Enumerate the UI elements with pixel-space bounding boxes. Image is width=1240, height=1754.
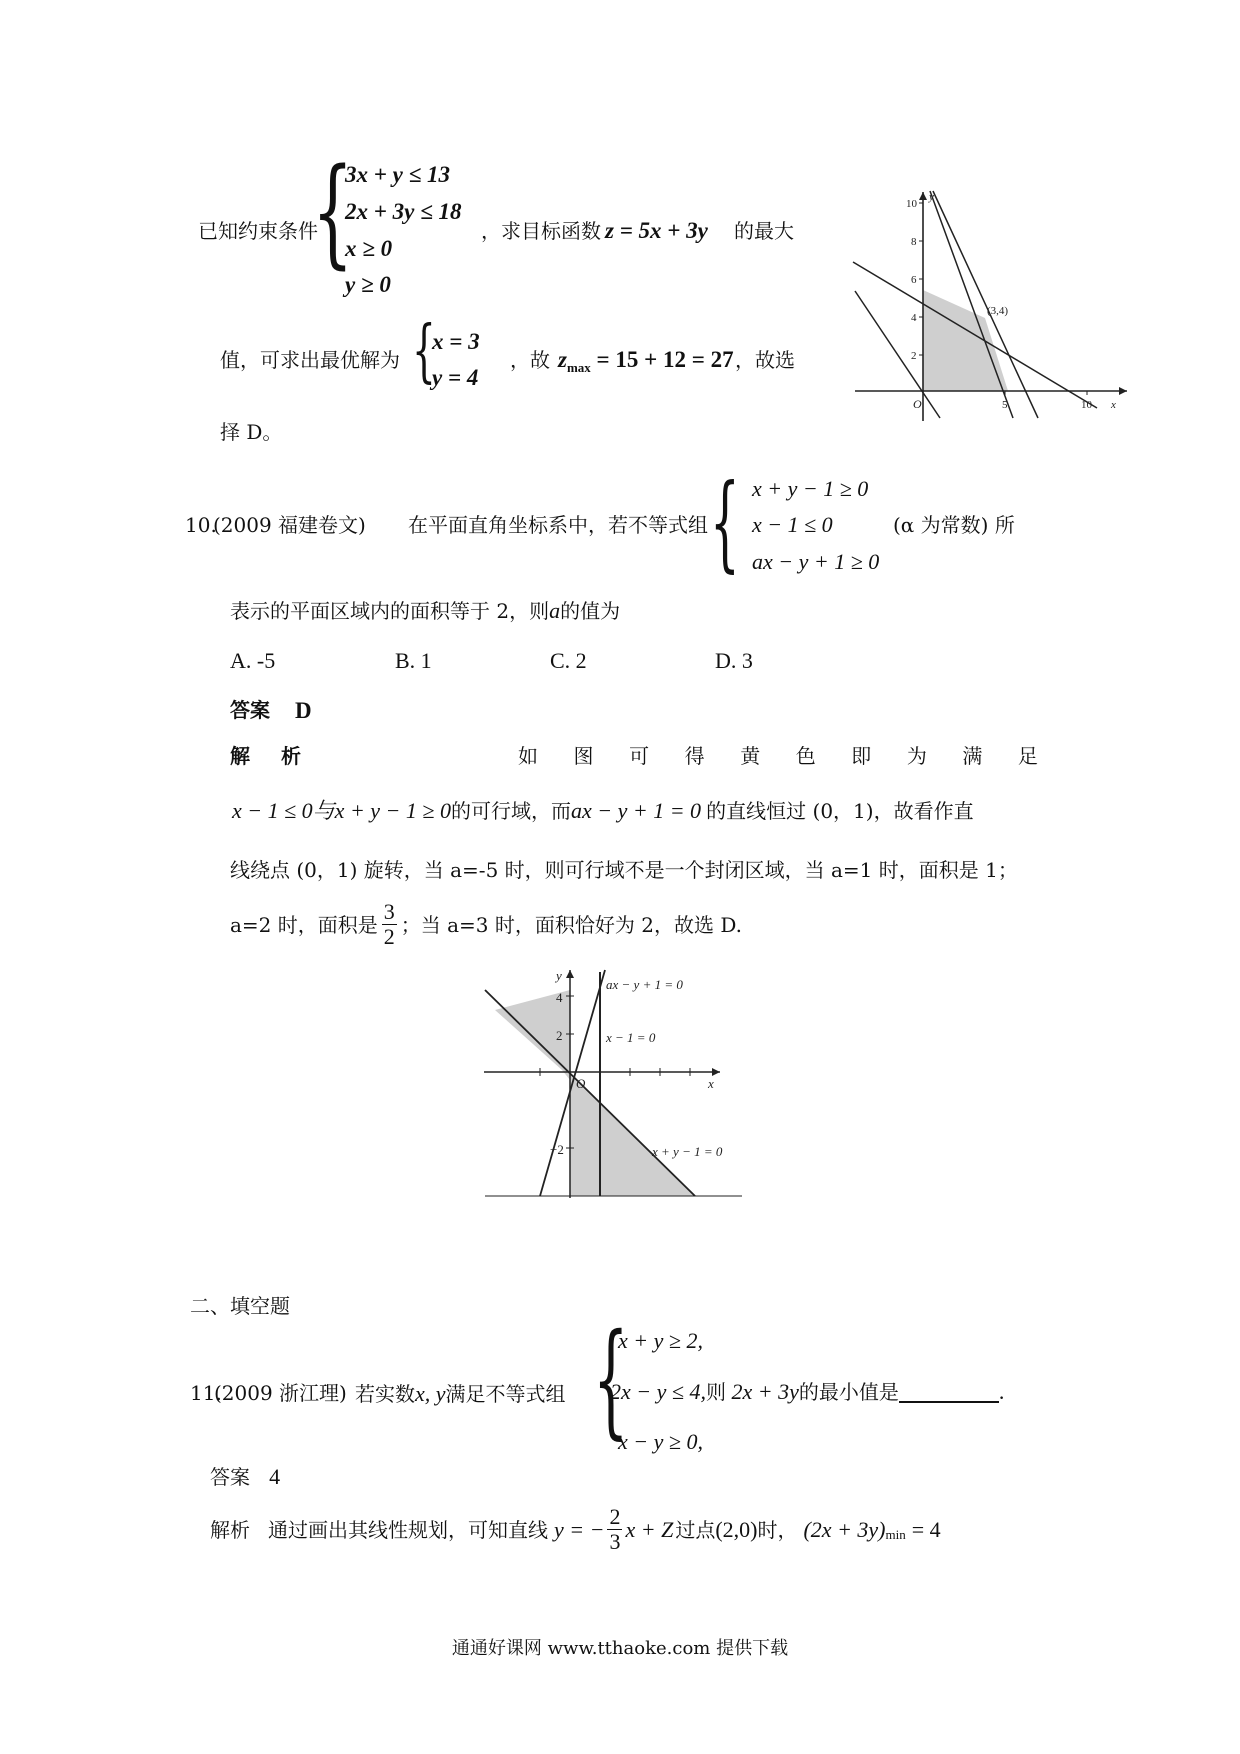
solution-x: x = 3 bbox=[432, 329, 480, 354]
q11-analysis: 解析 通过画出其线性规划，可知直线 y = − $\frac{2}{3}$ x + Z 过点 (2,0) 时， (2x + 3y) min = 4 bbox=[210, 1504, 941, 1555]
q11-ineq-2: 2x − y ≤ 4,则 2x + 3y的最小值是 . bbox=[610, 1379, 1005, 1404]
y-axis-label: y bbox=[556, 968, 562, 983]
q11-source: (2009 浙江理) bbox=[214, 1381, 347, 1405]
analysis-line-1: 如 图 可 得 黄 色 即 为 满 足 bbox=[518, 744, 1038, 768]
objective-function: z = 5x + 3y bbox=[605, 218, 708, 243]
option-c: C. 2 bbox=[550, 648, 587, 673]
constraint-3: x ≥ 0 bbox=[345, 236, 393, 261]
analysis-line-4: a=2 时，面积是 $\frac{3}{2}$ ；当 a=3 时，面积恰好为 2，故选 D. bbox=[230, 899, 743, 950]
constraint-1: 3x + y ≤ 13 bbox=[345, 162, 450, 187]
q10-ineq-2: x − 1 ≤ 0 bbox=[752, 512, 833, 537]
x-axis-label: x bbox=[708, 1076, 714, 1091]
arrow-icon bbox=[919, 192, 927, 200]
solution-suffix: ，故选 bbox=[735, 348, 795, 372]
analysis-line-3: 线绕点 (0，1) 旋转，当 a=-5 时，则可行域不是一个封闭区域，当 a=1 时，面积是 1； bbox=[230, 858, 1018, 882]
brace-icon: { bbox=[412, 312, 436, 391]
q11-number: 11. bbox=[190, 1381, 222, 1405]
option-d: D. 3 bbox=[715, 648, 753, 673]
analysis-label: 解 析 bbox=[230, 744, 313, 768]
q10-text: 在平面直角坐标系中，若不等式组 bbox=[408, 513, 708, 537]
constraint-2: 2x + 3y ≤ 18 bbox=[345, 199, 462, 224]
q10-ineq-1: x + y − 1 ≥ 0 bbox=[752, 476, 869, 501]
q10-text-2: 表示的平面区域内的面积等于 2，则a的值为 bbox=[230, 598, 621, 623]
page-footer: 通通好课网 www.tthaoke.com 提供下载 bbox=[451, 1638, 789, 1659]
arrow-icon bbox=[566, 970, 574, 978]
y-tick-label: 10 bbox=[906, 198, 917, 210]
q10-region-graph bbox=[480, 960, 745, 1210]
choose-d: 择 D。 bbox=[220, 420, 283, 444]
option-a: A. -5 bbox=[230, 648, 276, 673]
answer-value: D bbox=[295, 698, 312, 723]
feasible-region-graph bbox=[845, 186, 1135, 426]
y-tick-label: 4 bbox=[556, 990, 563, 1005]
intro-suffix: 的最大 bbox=[734, 219, 794, 243]
y-tick-label: 6 bbox=[911, 274, 917, 286]
constraint-4: y ≥ 0 bbox=[345, 272, 391, 297]
fraction: $\frac{2}{3}$ bbox=[609, 1504, 621, 1555]
q10-source: (2009 福建卷文) bbox=[213, 513, 366, 537]
origin-label: O bbox=[913, 397, 922, 411]
q11-ineq-3: x − y ≥ 0, bbox=[618, 1429, 703, 1454]
option-b: B. 1 bbox=[395, 648, 432, 673]
fraction: $\frac{3}{2}$ bbox=[383, 899, 395, 950]
y-tick-label: 2 bbox=[556, 1028, 563, 1043]
q10-number: 10. bbox=[185, 513, 217, 537]
q11-answer: 答案 4 bbox=[210, 1464, 281, 1489]
y-tick-label: 2 bbox=[911, 350, 917, 362]
q10-note: (α 为常数) 所 bbox=[893, 513, 1015, 537]
x-axis-label: x bbox=[1111, 399, 1116, 411]
x-tick-label: 5 bbox=[1002, 399, 1008, 411]
q11-ineq-1: x + y ≥ 2, bbox=[618, 1328, 703, 1353]
line-label-a: ax − y + 1 = 0 bbox=[606, 977, 683, 992]
intro-mid: ，求目标函数 bbox=[481, 219, 601, 243]
y-tick-label: 8 bbox=[911, 236, 917, 248]
y-axis-label: y bbox=[929, 191, 934, 203]
brace-icon: { bbox=[312, 142, 354, 280]
solution-y: y = 4 bbox=[432, 365, 479, 390]
analysis-line-2: x − 1 ≤ 0与x + y − 1 ≥ 0的可行域，而ax − y + 1 = 0 的直线恒过 (0，1)，故看作直 bbox=[232, 798, 974, 823]
intro-text: 已知约束条件 bbox=[198, 219, 318, 243]
arrow-icon bbox=[712, 1068, 720, 1076]
solution-prefix: 值，可求出最优解为 bbox=[220, 348, 400, 372]
answer-label: 答案 bbox=[230, 698, 270, 722]
brace-icon: { bbox=[710, 461, 740, 583]
section-title: 二、填空题 bbox=[190, 1294, 290, 1318]
q10-ineq-3: ax − y + 1 ≥ 0 bbox=[752, 549, 880, 574]
line-label-xy: x + y − 1 = 0 bbox=[652, 1144, 723, 1159]
arrow-icon bbox=[1119, 387, 1127, 395]
y-tick-label: −2 bbox=[550, 1142, 564, 1157]
answer-blank[interactable] bbox=[899, 1381, 999, 1403]
optimal-point-label: (3,4) bbox=[987, 305, 1009, 317]
brace-icon: { bbox=[593, 1308, 629, 1452]
zmax-expression: $z_{max} = 15 + 12 = 27$ bbox=[558, 347, 734, 375]
solution-mid: ，故 bbox=[510, 348, 550, 372]
y-tick-label: 4 bbox=[911, 312, 917, 324]
origin-label: O bbox=[576, 1076, 586, 1091]
x-tick-label: 10 bbox=[1081, 399, 1092, 411]
line-label-x1: x − 1 = 0 bbox=[606, 1030, 656, 1045]
q11-text: 若实数x, y满足不等式组 bbox=[355, 1381, 566, 1406]
